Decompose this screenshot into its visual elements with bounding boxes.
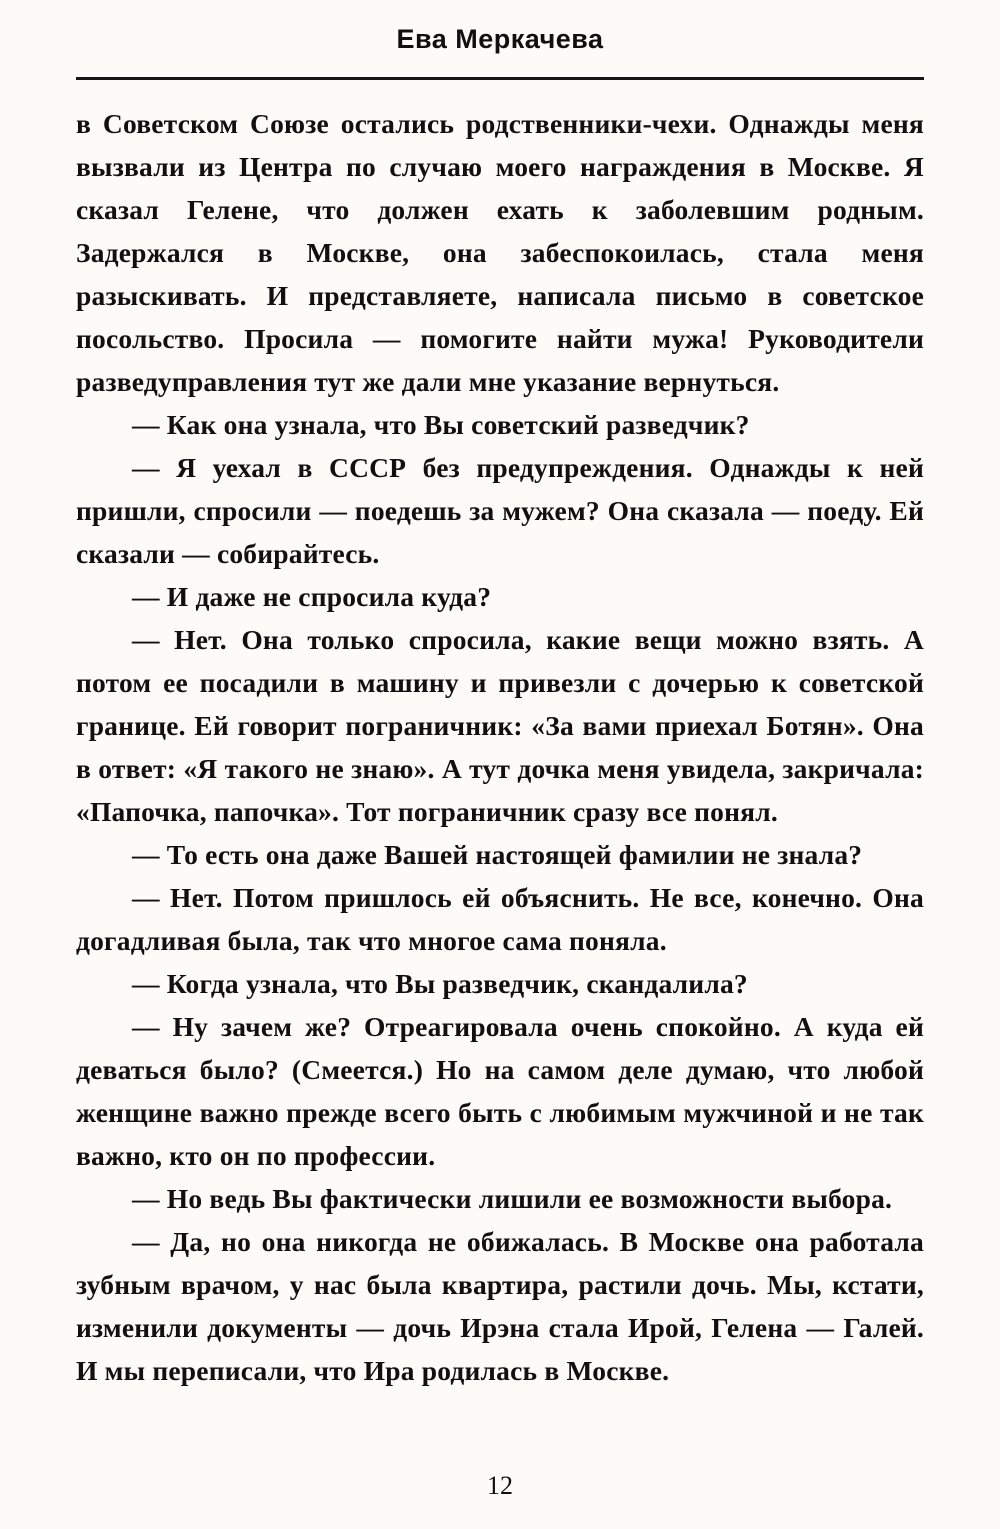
paragraph: в Советском Союзе остались родственники-чехи. Однажды меня вызвали из Центра по случаю моего награждения в Москве. Я сказал Гелене, что должен ехать к заболевшим родным. Задержался в Москве, она забеспокоилась, стала меня разыскивать. И представляете, написала письмо в советское посольство. Просила — помогите найти мужа! Руководители разведуправления тут же дали мне указание вернуться. bbox=[76, 108, 924, 397]
paragraph: — Когда узнала, что Вы разведчик, скандалила? bbox=[132, 968, 748, 999]
paragraph: — Нет. Потом пришлось ей объяснить. Не все, конечно. Она догадливая была, так что многое сама поняла. bbox=[76, 882, 924, 956]
author-name: Ева Меркачева bbox=[396, 24, 604, 54]
paragraph: — Да, но она никогда не обижалась. В Москве она работала зубным врачом, у нас была квартира, растили дочь. Мы, кстати, изменили документы — дочь Ирэна стала Ирой, Гелена — Галей. И мы переписали, что Ира родилась в Москве. bbox=[76, 1226, 924, 1386]
paragraph: — Нет. Она только спросила, какие вещи можно взять. А потом ее посадили в машину и привезли с дочерью к советской границе. Ей говорит пограничник: «За вами приехал Ботян». Она в ответ: «Я такого не знаю». А тут дочка меня увидела, закричала: «Папочка, папочка». Тот пограничник сразу все понял. bbox=[76, 624, 924, 827]
paragraph: — И даже не спросила куда? bbox=[132, 581, 492, 612]
paragraph: — Ну зачем же? Отреагировала очень спокойно. А куда ей деваться было? (Смеется.) Но на самом деле думаю, что любой женщине важно прежде всего быть с любимым мужчиной и не так важно, кто он по профессии. bbox=[76, 1011, 924, 1171]
header-rule bbox=[76, 77, 924, 80]
paragraph: — Но ведь Вы фактически лишили ее возможности выбора. bbox=[132, 1183, 893, 1214]
page-header bbox=[76, 20, 924, 80]
paragraph: — Я уехал в СССР без предупреждения. Однажды к ней пришли, спросили — поедешь за мужем? Она сказала — поеду. Ей сказали — собирайтесь. bbox=[76, 452, 924, 569]
page-body bbox=[76, 102, 924, 1392]
paragraph: — То есть она даже Вашей настоящей фамилии не знала? bbox=[132, 839, 863, 870]
paragraph: — Как она узнала, что Вы советский разведчик? bbox=[132, 409, 750, 440]
page-number: 12 bbox=[487, 1471, 513, 1500]
